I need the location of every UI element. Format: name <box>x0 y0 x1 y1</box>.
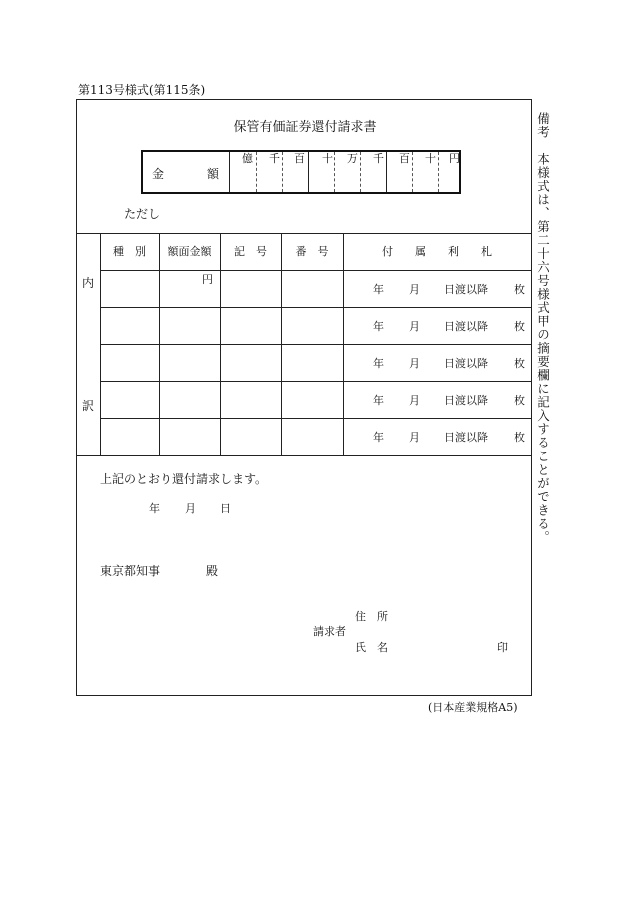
frame-left <box>76 99 77 696</box>
digit-sep <box>438 152 439 192</box>
side-label-wake: 訳 <box>82 399 95 413</box>
header-face-value: 額面金額 <box>167 245 212 258</box>
header-symbol: 記 号 <box>234 245 267 258</box>
header-number: 番 号 <box>295 245 329 258</box>
amount-label-kin: 金 <box>152 167 165 181</box>
digit-label: 千 <box>373 152 384 165</box>
requester-name-label: 氏 名 <box>355 641 388 654</box>
row-nen: 年 <box>373 320 384 333</box>
digit-sep <box>334 152 335 192</box>
remarks-vertical: 備考 本様式は、第二十六号様式甲の摘要欄に記入することができる。 <box>535 112 551 544</box>
requester-seal: 印 <box>497 641 508 654</box>
row-nen: 年 <box>373 283 384 296</box>
frame-top <box>76 99 532 100</box>
addressee-name: 東京都知事 <box>100 564 161 578</box>
table-row-line <box>100 307 532 308</box>
addressee-honorific: 殿 <box>206 564 219 578</box>
table-col-line <box>159 233 160 455</box>
table-row-line <box>100 381 532 382</box>
table-col-line <box>220 233 221 455</box>
digit-sep-solid <box>386 152 387 192</box>
row-nen: 年 <box>373 431 384 444</box>
amount-label-gaku: 額 <box>207 167 220 181</box>
digit-sep <box>256 152 257 192</box>
form-title: 保管有価証券還付請求書 <box>233 120 377 135</box>
digit-label: 億 <box>242 152 253 165</box>
digit-sep <box>412 152 413 192</box>
table-bottom <box>76 455 532 456</box>
table-header-bottom <box>100 270 532 271</box>
table-col-line <box>100 233 101 455</box>
table-row-line <box>100 344 532 345</box>
table-col-line <box>281 233 282 455</box>
header-type: 種 別 <box>113 245 146 258</box>
digit-sep-solid <box>308 152 309 192</box>
header-coupons: 付 属 利 札 <box>382 245 492 258</box>
frame-right <box>531 99 532 696</box>
row-mai: 枚 <box>514 283 525 296</box>
digit-label: 百 <box>399 152 410 165</box>
digit-label: 十 <box>322 152 333 165</box>
side-label-uchi: 内 <box>82 276 95 290</box>
digit-label: 十 <box>425 152 436 165</box>
row-nen: 年 <box>373 357 384 370</box>
row-tsuki: 月 <box>409 320 420 333</box>
footer-standard: (日本産業規格A5) <box>428 701 518 714</box>
digit-label: 千 <box>269 152 280 165</box>
date-nen: 年 <box>149 502 160 515</box>
row-tsuki: 月 <box>409 283 420 296</box>
row-nen: 年 <box>373 394 384 407</box>
table-row-line <box>100 418 532 419</box>
row-mai: 枚 <box>514 431 525 444</box>
digit-label: 円 <box>449 152 460 165</box>
row-date-text: 日渡以降 <box>444 357 488 370</box>
row-mai: 枚 <box>514 394 525 407</box>
form-number: 第113号様式(第115条) <box>78 83 206 97</box>
row-mai: 枚 <box>514 320 525 333</box>
face-value-yen-unit: 円 <box>202 273 213 286</box>
amount-label-divider <box>229 152 230 192</box>
digit-label: 百 <box>294 152 305 165</box>
row-date-text: 日渡以降 <box>444 320 488 333</box>
row-date-text: 日渡以降 <box>444 431 488 444</box>
row-date-text: 日渡以降 <box>444 394 488 407</box>
digit-label: 万 <box>347 152 358 165</box>
row-tsuki: 月 <box>409 357 420 370</box>
frame-bottom <box>76 695 532 696</box>
row-tsuki: 月 <box>409 431 420 444</box>
requester-label: 請求者 <box>313 625 346 638</box>
date-tsuki: 月 <box>185 502 196 515</box>
row-tsuki: 月 <box>409 394 420 407</box>
row-mai: 枚 <box>514 357 525 370</box>
table-top <box>76 233 532 234</box>
tadashi-label: ただし <box>124 207 161 221</box>
digit-sep <box>282 152 283 192</box>
requester-address-label: 住 所 <box>355 610 388 623</box>
digit-sep <box>360 152 361 192</box>
request-statement: 上記のとおり還付請求します。 <box>100 472 268 486</box>
date-hi: 日 <box>220 502 231 515</box>
table-col-line <box>343 233 344 455</box>
row-date-text: 日渡以降 <box>444 283 488 296</box>
